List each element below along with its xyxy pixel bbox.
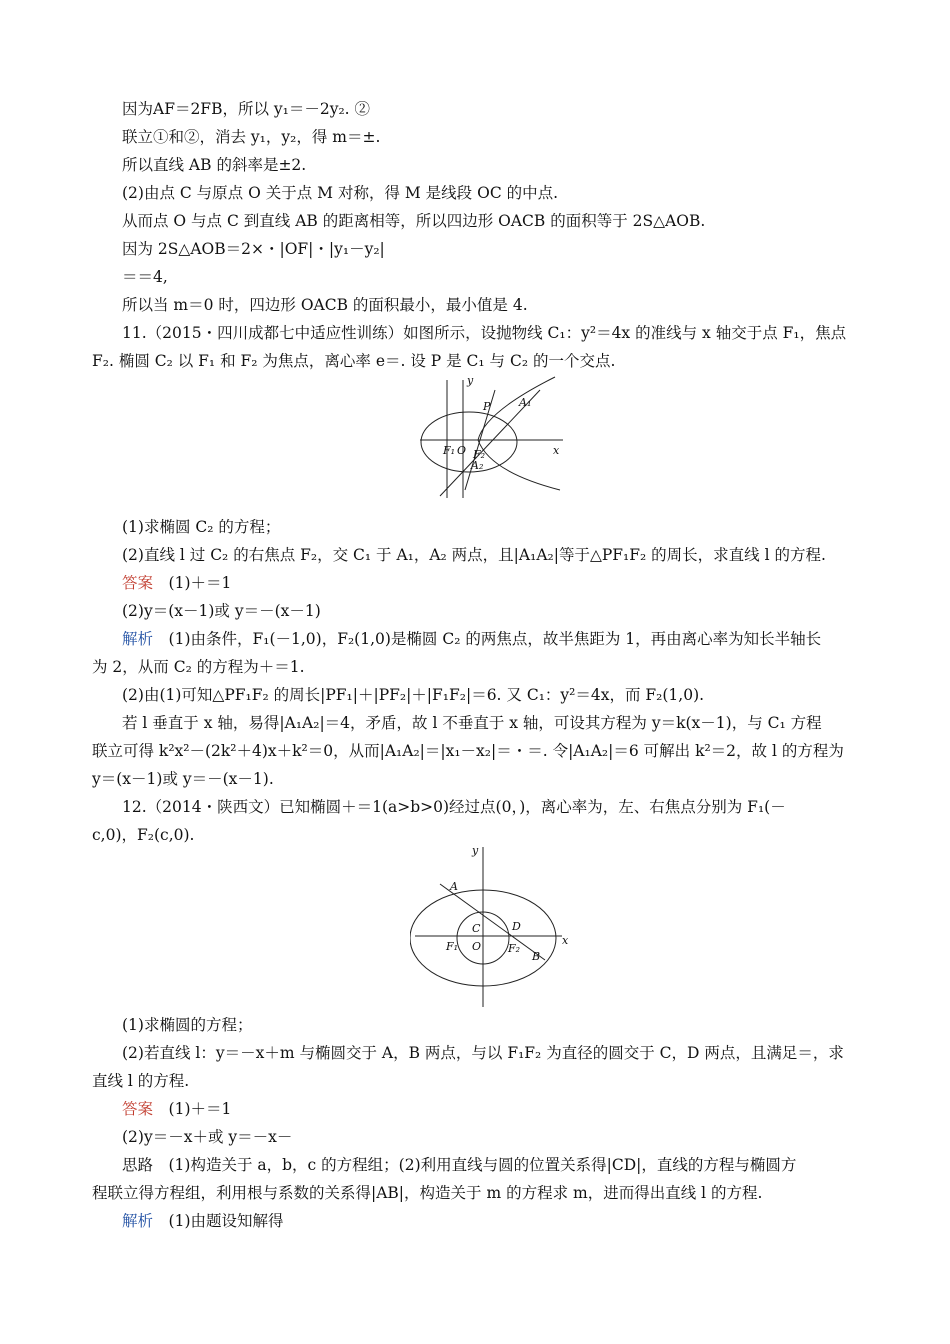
text-line: 联立①和②，消去 y₁，y₂，得 m＝±. — [122, 128, 381, 146]
point-label-c: C — [472, 922, 481, 935]
answer-line: 答案 (1)＋＝1 — [122, 1100, 232, 1118]
question-line: (1)求椭圆的方程； — [122, 1016, 253, 1034]
answer-line: (2)y＝－x＋或 y＝－x－ — [122, 1128, 293, 1146]
text-line: (2)由点 C 与原点 O 关于点 M 对称，得 M 是线段 OC 的中点. — [122, 184, 559, 202]
analysis-line: 解析 (1)由题设知解得 — [122, 1212, 284, 1230]
analysis-line: 联立可得 k²x²－(2k²＋4)x＋k²＝0，从而|A₁A₂|＝|x₁－x₂|＝・＝. 令|A₁A₂|＝6 可解出 k²＝2，故 l 的方程为 — [92, 742, 844, 760]
question-line: (2)直线 l 过 C₂ 的右焦点 F₂，交 C₁ 于 A₁，A₂ 两点，且|A₁A₂|等于△PF₁F₂ 的周长，求直线 l 的方程. — [122, 546, 826, 564]
figure-parabola-ellipse — [415, 372, 575, 500]
question-line: (1)求椭圆 C₂ 的方程； — [122, 518, 281, 536]
text-line: 因为AF＝2FB，所以 y₁＝－2y₂. ② — [122, 100, 371, 118]
analysis-line: 解析 (1)由条件，F₁(－1,0)，F₂(1,0)是椭圆 C₂ 的两焦点，故半焦距为 1，再由离心率为知长半轴长 — [122, 630, 822, 648]
problem-12-line: 12.（2014・陕西文）已知椭圆＋＝1(a>b>0)经过点(0，)，离心率为，左、右焦点分别为 F₁(－ — [122, 798, 786, 816]
analysis-label: 解析 — [122, 630, 154, 648]
answer-line: 答案 (1)＋＝1 — [122, 574, 232, 592]
point-label-p: P — [483, 400, 491, 413]
figure-ellipse-circle — [410, 842, 580, 1012]
axis-label-y: y — [472, 844, 479, 857]
problem-12-line: c,0)，F₂(c,0). — [92, 826, 195, 844]
point-label-f2: F₂ — [473, 448, 486, 461]
point-label-f1: F₁ — [443, 444, 456, 457]
axis-label-x: x — [553, 444, 560, 457]
axis-label-y: y — [467, 374, 474, 387]
point-label-a2: A₂ — [471, 459, 484, 472]
point-label-a1: A₁ — [519, 396, 532, 409]
question-line: (2)若直线 l：y＝－x＋m 与椭圆交于 A，B 两点，与以 F₁F₂ 为直径的圆交于 C，D 两点，且满足＝，求 — [122, 1044, 844, 1062]
text-line: 所以当 m＝0 时，四边形 OACB 的面积最小，最小值是 4. — [122, 296, 528, 314]
point-label-a: A — [450, 880, 458, 893]
analysis-line: 为 2，从而 C₂ 的方程为＋＝1. — [92, 658, 305, 676]
problem-11-line: F₂. 椭圆 C₂ 以 F₁ 和 F₂ 为焦点，离心率 e＝. 设 P 是 C₁ 与 C₂ 的一个交点. — [92, 352, 616, 370]
thinking-line: 思路 (1)构造关于 a，b，c 的方程组；(2)利用直线与圆的位置关系得|CD|，直线的方程与椭圆方 — [122, 1156, 797, 1174]
text-line: 从而点 O 与点 C 到直线 AB 的距离相等，所以四边形 OACB 的面积等于 2S△AOB. — [122, 212, 706, 230]
text-line: 所以直线 AB 的斜率是±2. — [122, 156, 307, 174]
question-line: 直线 l 的方程. — [92, 1072, 190, 1090]
analysis-label: 解析 — [122, 1212, 154, 1230]
answer-label: 答案 — [122, 574, 154, 592]
answer-label: 答案 — [122, 1100, 154, 1118]
point-label-b: B — [532, 950, 541, 963]
point-label-d: D — [512, 920, 521, 933]
text-line: ＝＝4, — [122, 268, 168, 286]
thinking-line: 程联立得方程组，利用根与系数的关系得|AB|，构造关于 m 的方程求 m，进而得出直线 l 的方程. — [92, 1184, 763, 1202]
point-label-o: O — [472, 940, 482, 953]
analysis-line: (2)由(1)可知△PF₁F₂ 的周长|PF₁|＋|PF₂|＋|F₁F₂|＝6. 又 C₁：y²＝4x，而 F₂(1,0). — [122, 686, 705, 704]
point-label-f1: F₁ — [446, 940, 459, 953]
problem-11-line: 11.（2015・四川成都七中适应性训练）如图所示，设抛物线 C₁：y²＝4x 的准线与 x 轴交于点 F₁，焦点 — [122, 324, 847, 342]
analysis-line: 若 l 垂直于 x 轴，易得|A₁A₂|＝4，矛盾，故 l 不垂直于 x 轴，可设其方程为 y＝k(x－1)，与 C₁ 方程 — [122, 714, 822, 732]
point-label-f2: F₂ — [508, 942, 521, 955]
answer-line: (2)y＝(x－1)或 y＝－(x－1) — [122, 602, 321, 620]
axis-label-x: x — [562, 934, 569, 947]
analysis-line: y＝(x－1)或 y＝－(x－1). — [92, 770, 274, 788]
point-label-o: O — [457, 444, 467, 457]
text-line: 因为 2S△AOB＝2×・|OF|・|y₁－y₂| — [122, 240, 385, 258]
